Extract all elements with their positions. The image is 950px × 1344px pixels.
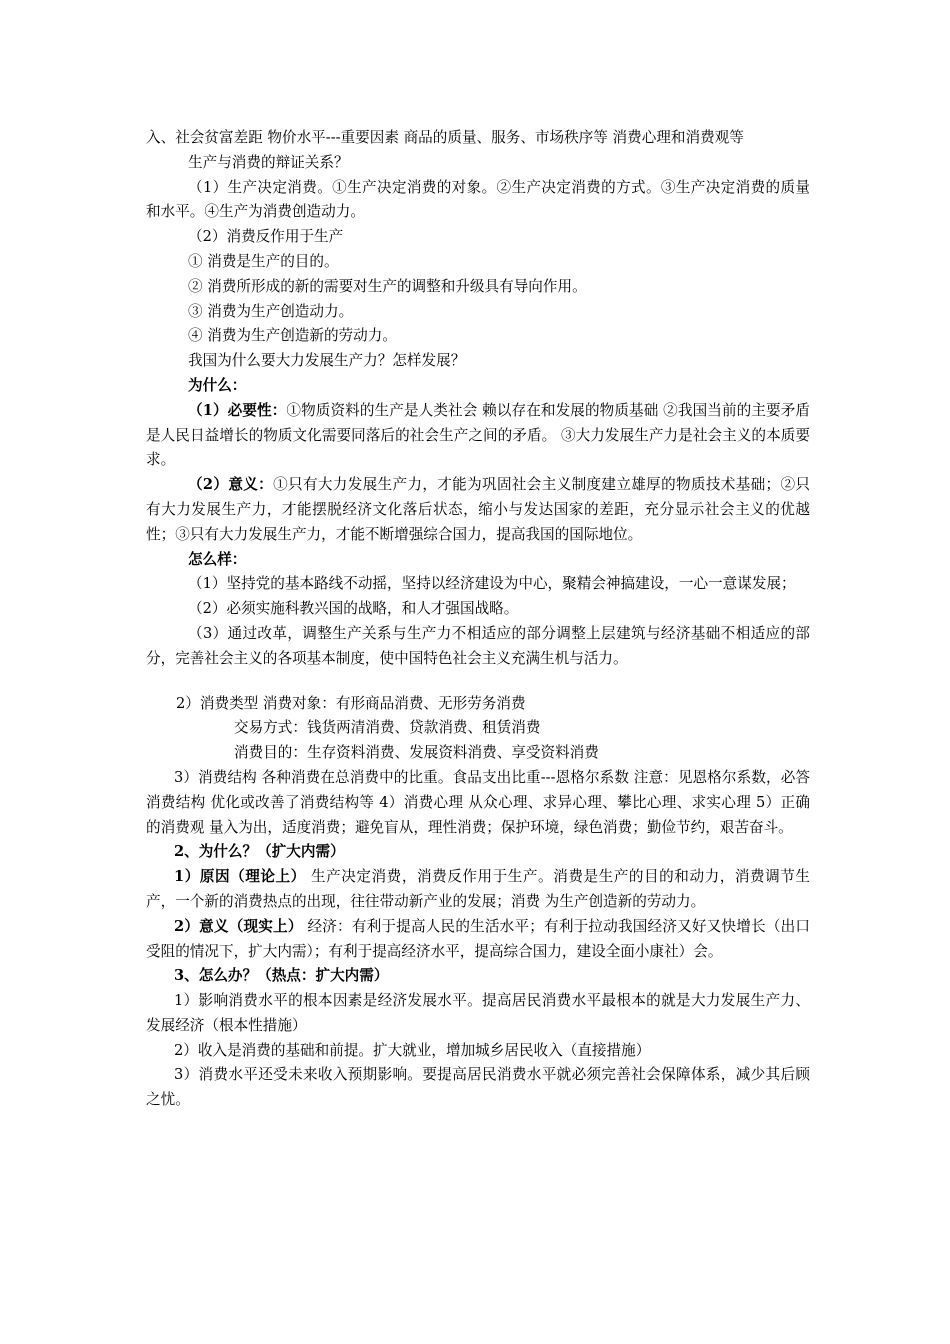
list-item: ④ 消费为生产创造新的劳动力。 xyxy=(188,327,397,345)
list-item: ① 消费是生产的目的。 xyxy=(188,252,339,270)
paragraph-transaction-method: 交易方式：钱货两清消费、贷款消费、租赁消费 xyxy=(234,719,541,737)
paragraph-measure-2: 2）收入是消费的基础和前提。扩大就业，增加城乡居民收入（直接措施） xyxy=(174,1041,651,1059)
list-item: ③ 消费为生产创造动力。 xyxy=(188,302,354,320)
heading-productivity: 我国为什么要大力发展生产力？怎样发展？ xyxy=(188,352,466,370)
paragraph-reform: （3）通过改革，调整生产关系与生产力不相适应的部分调整上层建筑与经济基础不相适应的部分，完善社会主义的各项基本制度，使中国特色社会主义充满生机与活力。 xyxy=(146,624,810,667)
list-item: ② 消费所形成的新的需要对生产的调整和升级具有导向作用。 xyxy=(188,277,587,295)
paragraph-factors: 入、社会贫富差距 物价水平---重要因素 商品的质量、服务、市场秩序等 消费心理和消费观等 xyxy=(146,129,744,146)
paragraph-reason xyxy=(146,865,810,915)
paragraph-consumption-structure: 3）消费结构 各种消费在总消费中的比重。食品支出比重---恩格尔系数 注意：见恩格尔系数，必答消费结构 优化或改善了消费结构等 4）消费心理 从众心理、求异心理、攀比心理、求实心理 5）正确的消费观 量入为出，适度消费；避免盲从，理性消费；保护环境，绿色消费；勤俭节约，艰苦奋斗。 xyxy=(146,768,810,836)
heading-relation: 生产与消费的辩证关系？ xyxy=(188,153,349,171)
reason-label: 1）原因（理论上） xyxy=(174,868,306,886)
paragraph-consumption-types: 2）消费类型 消费对象：有形商品消费、无形劳务消费 xyxy=(176,694,526,712)
spacer xyxy=(146,672,810,692)
paragraph-basic-line: （1）坚持党的基本路线不动摇，坚持以经济建设为中心，聚精会神搞建设，一心一意谋发展； xyxy=(188,575,796,593)
necessity-label: （1）必要性： xyxy=(188,401,287,419)
paragraph-consumption-purpose: 消费目的：生存资料消费、发展资料消费、享受资料消费 xyxy=(234,744,599,762)
heading-section-3: 3、怎么办？（热点：扩大内需） xyxy=(174,967,389,985)
meaning-label: 2）意义（现实上） xyxy=(174,917,303,935)
paragraph-significance xyxy=(146,473,810,547)
paragraph-strategy: （2）必须实施科教兴国的战略，和人才强国战略。 xyxy=(188,600,519,618)
heading-how: 怎么样： xyxy=(188,550,247,568)
paragraph-production-decides: （1）生产决定消费。①生产决定消费的对象。②生产决定消费的方式。③生产决定消费的质量和水平。④生产为消费创造动力。 xyxy=(146,178,810,221)
heading-section-2: 2、为什么？（扩大内需） xyxy=(174,843,345,861)
paragraph-measure-3: 3）消费水平还受未来收入预期影响。要提高居民消费水平就必须完善社会保障体系，减少其后顾之忧。 xyxy=(146,1066,810,1109)
reason-text: 生产决定消费，消费反作用于生产。消费是生产的目的和动力，消费调节生产，一个新的消费热点的出现，往往带动新产业的发展；消费 为生产创造新的劳动力。 xyxy=(146,868,810,910)
significance-label: （2）意义： xyxy=(188,476,274,494)
significance-text: ①只有大力发展生产力，才能为巩固社会主义制度建立雄厚的物质技术基础；②只有大力发展生产力，才能摆脱经济文化落后状态，缩小与发达国家的差距，充分显示社会主义的优越性；③只有大力发展生产力，才能不断增强综合国力，提高我国的国际地位。 xyxy=(146,476,810,543)
paragraph-measure-1: 1）影响消费水平的根本因素是经济发展水平。提高居民消费水平最根本的就是大力发展生产力、 发展经济（根本性措施） xyxy=(146,992,810,1034)
meaning-text: 经济：有利于提高人民的生活水平；有利于拉动我国经济又好又快增长（出口受阻的情况下，扩大内需）；有利于提高经济水平，提高综合国力，建设全面小康社）会。 xyxy=(146,917,810,960)
paragraph-necessity xyxy=(146,399,810,473)
necessity-text: ①物质资料的生产是人类社会 赖以存在和发展的物质基础 ②我国当前的主要矛盾是人民日益增长的物质文化需要同落后的社会生产之间的矛盾。 ③大力发展生产力是社会主义的本质要求。 xyxy=(146,401,811,469)
paragraph-meaning xyxy=(146,915,810,965)
heading-why: 为什么： xyxy=(188,376,247,394)
document-body xyxy=(146,126,810,1113)
paragraph-consumption-reacts: （2）消费反作用于生产 xyxy=(188,228,344,246)
